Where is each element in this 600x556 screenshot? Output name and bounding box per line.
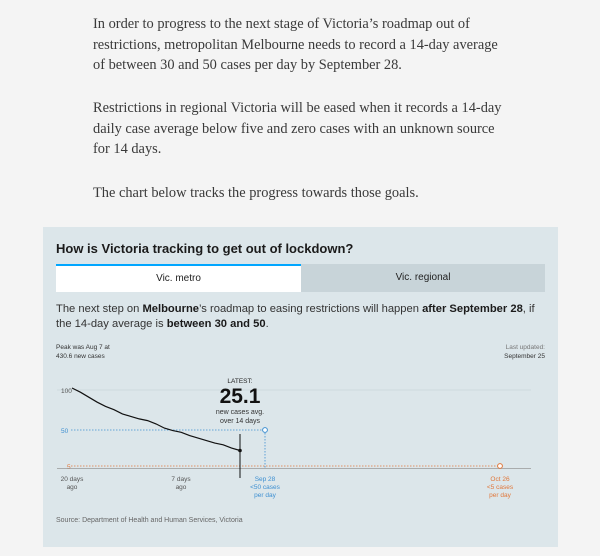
series-points [238,449,242,453]
target-sep28-marker [263,428,268,433]
lockdown-tracker-card [43,227,558,547]
x-tick-7-days-line2: ago [175,484,187,491]
target-oct26-label2: <5 cases [486,484,514,491]
source-note: Source: Department of Health and Human Services, Victoria [56,517,243,524]
latest-sub2: over 14 days [219,418,261,425]
target-oct26-marker [498,464,503,469]
latest-label: LATEST: [227,378,253,385]
peak-note-line2: 430.6 new cases [56,353,105,360]
x-tick-20-days-line1: 20 days [60,476,84,483]
tab-vic-metro[interactable]: Vic. metro [56,264,301,292]
summary-text: ’s roadmap to easing restrictions will happen [199,303,423,315]
summary-text: The next step on [56,303,143,315]
peak-note-line1: Peak was Aug 7 at [56,344,110,351]
series-line [72,388,240,451]
target-sep28-label1: Sep 28 [254,476,276,483]
paragraph-chart-intro: The chart below tracks the progress towards those goals. [93,185,419,201]
summary-emphasis: Melbourne [142,303,200,315]
summary-text: . [265,318,269,331]
y-tick-100: 100 [61,388,72,395]
region-tabs [56,264,545,292]
tab-vic-regional[interactable]: Vic. regional [301,264,545,292]
x-tick-20-days-line2: ago [66,484,78,491]
summary-text: , if the 14-day average is [56,303,535,331]
card-title: How is Victoria tracking to get out of lockdown? [56,241,354,256]
summary-emphasis: between 30 and 50 [166,318,266,331]
latest-sub1: new cases avg. [215,409,265,416]
paragraph-regional: Restrictions in regional Victoria will be eased when it records a 14-day daily case average below five and zero cases with an unknown source for 14 days. [93,100,502,157]
latest-data-point [238,449,242,453]
threshold-50-label: 50 [61,428,69,435]
summary-emphasis: after September 28 [422,303,523,315]
updated-note-line2: September 25 [504,353,545,360]
updated-note-line1: Last updated: [505,344,545,351]
target-sep28-label3: per day [254,492,276,499]
target-oct26-label3: per day [489,492,511,499]
threshold-5-label: 5 [67,464,71,471]
x-tick-7-days-line1: 7 days [171,476,191,483]
target-sep28-label2: <50 cases [250,484,280,491]
paragraph-roadmap: In order to progress to the next stage of Victoria’s roadmap out of restrictions, metropolitan Melbourne needs to record a 14-day average of between 30 and 50 cases per day by September 28. [93,16,498,73]
roadmap-summary [56,302,545,332]
cases-line-chart [43,340,558,515]
target-oct26-label1: Oct 26 [490,476,510,483]
latest-value: 25.1 [219,385,261,408]
